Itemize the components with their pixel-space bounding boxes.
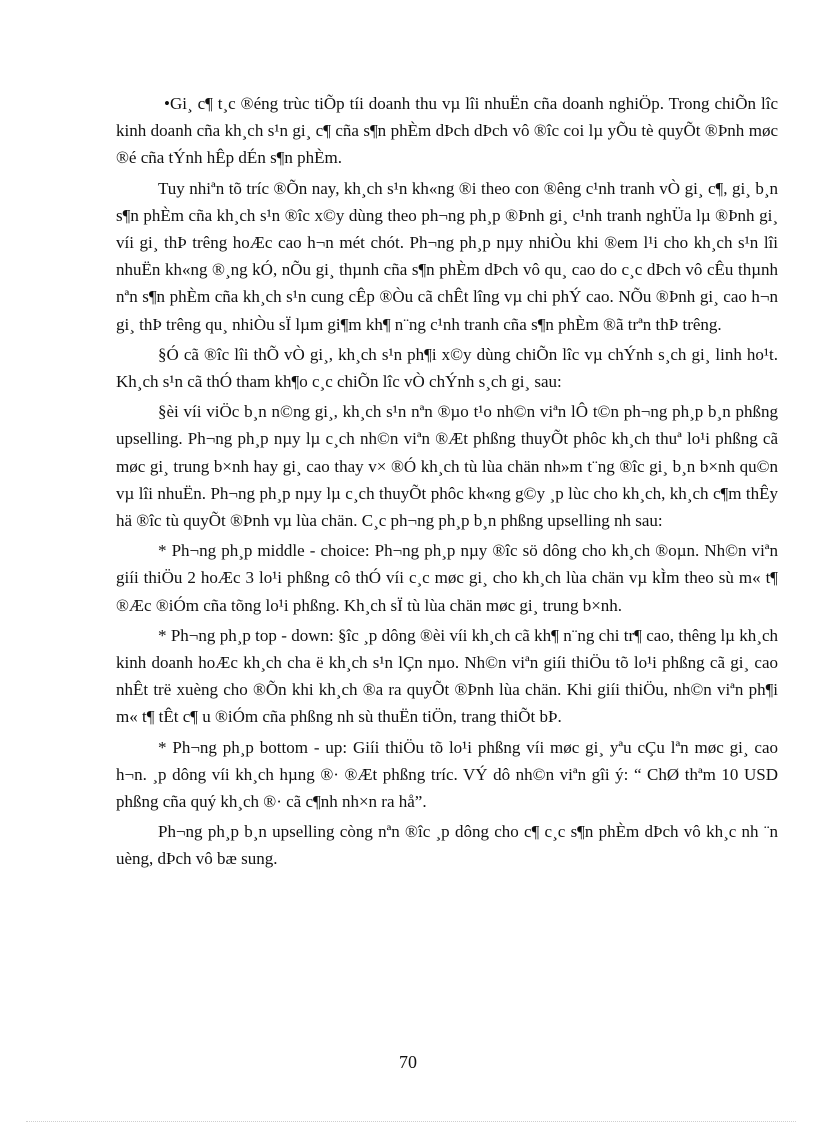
paragraph-1: •Gi¸ c¶ t¸c ®éng trùc tiÕp tíi doanh thu vµ lîi nhuËn cña doanh nghiÖp. Trong chiÕn lîc kinh doanh cña kh¸ch s¹n gi¸ c¶ cña s¶n phÈm dÞch dÞch vô ®îc coi lµ yÕu tè quyÕt ®Þnh møc ®é cña tÝnh hÊp dÉn s¶n phÈm. xyxy=(116,94,778,168)
paragraph-6: * Ph¬ng ph¸p top - down: §îc ¸p dông ®èi víi kh¸ch cã kh¶ n¨ng chi tr¶ cao, thêng lµ kh¸ch kinh doanh hoÆc kh¸ch cha ë kh¸ch s¹n lÇn nµo. Nh©n viªn giíi thiÖu tõ lo¹i phßng cã gi¸ cao nhÊt trë xuèng cho ®Õn khi kh¸ch ®a ra quyÕt ®Þnh lùa chän. Khi giíi thiÖu, nh©n viªn ph¶i m« t¶ tÊt c¶ u ®iÓm cña phßng nh sù thuËn tiÖn, trang thiÕt bÞ. xyxy=(116,625,778,727)
page-bottom-divider xyxy=(26,1121,796,1122)
page-number: 70 xyxy=(399,1052,417,1072)
page-body xyxy=(116,90,778,873)
paragraph-3: §Ó cã ®îc lîi thÕ vÒ gi¸, kh¸ch s¹n ph¶i x©y dùng chiÕn lîc vµ chÝnh s¸ch gi¸ linh ho¹t. Kh¸ch s¹n cã thÓ tham kh¶o c¸c chiÕn lîc vÒ chÝnh s¸ch gi¸ sau: xyxy=(116,344,778,392)
paragraph-5: * Ph¬ng ph¸p middle - choice: Ph¬ng ph¸p nµy ®îc sö dông cho kh¸ch ®oµn. Nh©n viªn giíi thiÖu 2 hoÆc 3 lo¹i phßng cô thÓ víi c¸c møc gi¸ cho kh¸ch lùa chän vµ kÌm theo sù m« t¶ ®Æc ®iÓm cña tõng lo¹i phßng. Kh¸ch sÏ tù lùa chän møc gi¸ trung b×nh. xyxy=(116,541,778,615)
paragraph-7: * Ph¬ng ph¸p bottom - up: Giíi thiÖu tõ lo¹i phßng víi møc gi¸ yªu cÇu lªn møc gi¸ cao h¬n. ¸p dông víi kh¸ch hµng ®· ®Æt phßng tríc. VÝ dô nh©n viªn gîi ý: “ ChØ thªm 10 USD phßng cña quý kh¸ch ®· cã c¶nh nh×n ra hå”. xyxy=(116,737,778,812)
paragraph-4: §èi víi viÖc b¸n n©ng gi¸, kh¸ch s¹n nªn ®µo t¹o nh©n viªn lÔ t©n ph¬ng ph¸p b¸n phßng upselling. Ph¬ng ph¸p nµy lµ c¸ch nh©n viªn ®Æt phßng thuyÕt phôc kh¸ch thuª lo¹i phßng cã møc gi¸ trung b×nh hay gi¸ cao thay v× ®Ó kh¸ch tù lùa chän nh»m t¨ng ®îc gi¸ b¸n b×nh qu©n vµ lîi nhuËn. Ph¬ng ph¸p nµy lµ c¸ch thuyÕt phôc kh«ng g©y ¸p lùc cho kh¸ch, kh¸ch c¶m thÊy hä ®îc tù quyÕt ®Þnh vµ lùa chän. C¸c ph¬ng ph¸p b¸n phßng upselling nh sau: xyxy=(116,402,778,531)
paragraph-2: Tuy nhiªn tõ tríc ®Õn nay, kh¸ch s¹n kh«ng ®i theo con ®êng c¹nh tranh vÒ gi¸ c¶, gi¸ b¸n s¶n phÈm cña kh¸ch s¹n ®îc x©y dùng theo ph¬ng ph¸p ®Þnh gi¸ c¹nh tranh nghÜa lµ ®Þnh gi¸ víi gi¸ thÞ trêng hoÆc cao h¬n mét chót. Ph¬ng ph¸p nµy nhiÒu khi ®em l¹i cho kh¸ch s¹n lîi nhuËn kh«ng ®¸ng kÓ, nÕu gi¸ thµnh cña s¶n phÈm dÞch vô qu¸ cao do c¸c dÞch vô cÊu thµnh nªn s¶n phÈm cña kh¸ch s¹n cung cÊp ®Òu cã chÊt lîng vµ chi phÝ cao. NÕu ®Þnh gi¸ cao h¬n gi¸ thÞ trêng qu¸ nhiÒu sÏ lµm gi¶m kh¶ n¨ng c¹nh tranh cña s¶n phÈm ®ã trªn thÞ trêng. xyxy=(116,178,778,334)
paragraph-8: Ph¬ng ph¸p b¸n upselling còng nªn ®îc ¸p dông cho c¶ c¸c s¶n phÈm dÞch vô kh¸c nh ¨n uèng, dÞch vô bæ sung. xyxy=(116,822,778,869)
